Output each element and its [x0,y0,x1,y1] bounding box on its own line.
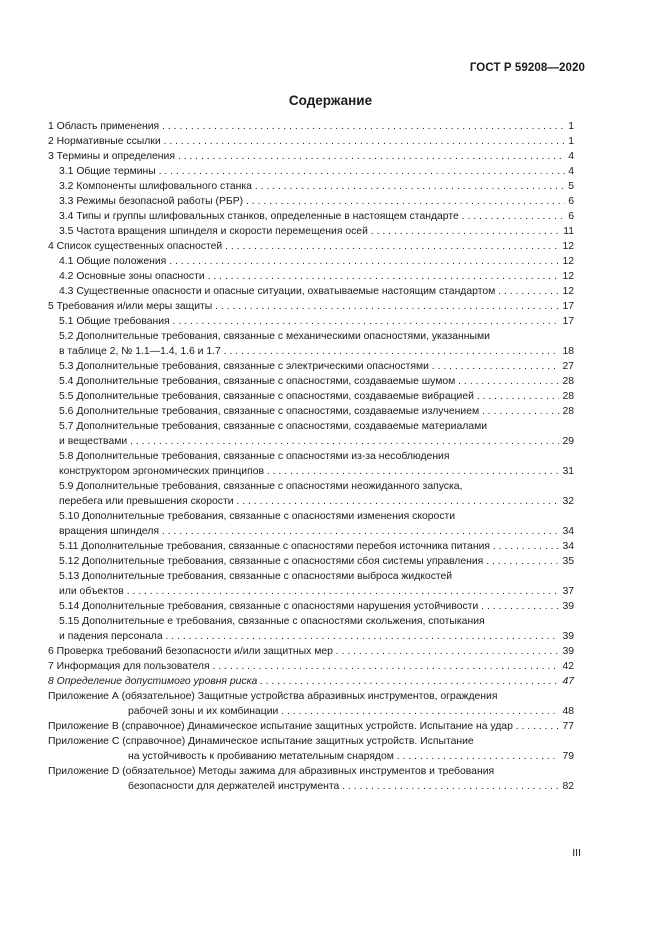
toc-entry[interactable] [48,554,574,569]
toc-entry[interactable] [48,389,574,404]
toc-entry[interactable] [48,299,574,314]
toc-entry-title: 2 Нормативные ссылки . . . [48,134,565,149]
toc-entry-title: 3.5 Частота вращения шпинделя и скорости перемещения осей . . . [59,224,560,239]
toc-page-ref: 82 [562,781,574,792]
toc-entry[interactable] [48,269,574,284]
toc-page-ref: 42 [562,661,574,672]
toc-entry-title: 1 Область применения . . . [48,119,565,134]
toc-page-ref: 31 [562,466,574,477]
toc-page-ref: 18 [562,346,574,357]
toc-entry-title: вращения шпинделя . . . [59,524,559,539]
toc-entry[interactable] [48,734,574,764]
toc-entry[interactable] [48,209,574,224]
toc-entry[interactable] [48,479,574,509]
toc-page-ref: 27 [562,361,574,372]
toc-entry-line: 5.10 Дополнительные требования, связанные с опасностями изменения скорости [59,511,456,522]
toc-page-ref: 37 [562,586,574,597]
toc-entry-title: 4.2 Основные зоны опасности . . . [59,269,559,284]
toc-entry-title: 5.4 Дополнительные требования, связанные с опасностями, создаваемые шумом . . . [59,374,559,389]
toc-page-ref: 1 [568,121,574,132]
toc-entry-line: 5.15 Дополнительные е требования, связанные с опасностями скольжения, спотыкания [59,616,485,627]
toc-entry[interactable] [48,164,574,179]
toc-entry[interactable] [48,539,574,554]
toc-entry[interactable] [48,119,574,134]
toc-entry[interactable] [48,224,574,239]
table-of-contents [48,119,574,794]
toc-page-ref: 6 [568,211,574,222]
toc-entry-title: 5.14 Дополнительные требования, связанные с опасностями нарушения устойчивости . . . [59,599,559,614]
toc-entry[interactable] [48,149,574,164]
toc-entry-title: 3 Термины и определения . . . [48,149,565,164]
toc-entry-title: перебега или превышения скорости . . . [59,494,559,509]
toc-entry[interactable] [48,764,574,794]
toc-entry-title: 3.1 Общие термины . . . [59,164,565,179]
toc-page-ref: 77 [562,721,574,732]
toc-entry[interactable] [48,509,574,539]
toc-page-ref: 17 [562,301,574,312]
toc-page-ref: 4 [568,166,574,177]
toc-entry[interactable] [48,359,574,374]
toc-page-ref: 39 [562,646,574,657]
toc-page-ref: 39 [562,631,574,642]
toc-entry-title: рабочей зоны и их комбинации . . . [128,704,559,719]
toc-entry-line: 5.9 Дополнительные требования, связанные с опасностями неожиданного запуска, [59,481,463,492]
toc-entry-line: Приложение D (обязательное) Методы зажима для абразивных инструментов и требования [48,766,495,777]
toc-entry-line: 5.2 Дополнительные требования, связанные с механическими опасностями, указанными [59,331,490,342]
toc-page-ref: 12 [562,271,574,282]
toc-entry[interactable] [48,674,574,689]
toc-page-ref: 29 [562,436,574,447]
toc-entry-title: 4 Список существенных опасностей . . . [48,239,559,254]
toc-entry[interactable] [48,194,574,209]
toc-page-ref: 12 [562,241,574,252]
toc-entry-title: на устойчивость к пробиванию метательным снарядом . . . [128,749,559,764]
toc-page-ref: 34 [562,541,574,552]
toc-page-ref: 28 [562,376,574,387]
toc-entry-line: 5.7 Дополнительные требования, связанные с опасностями, создаваемые материалами [59,421,488,432]
toc-page-ref: 79 [562,751,574,762]
toc-page-ref: 35 [562,556,574,567]
toc-page-ref: 39 [562,601,574,612]
toc-entry[interactable] [48,239,574,254]
toc-entry[interactable] [48,284,574,299]
toc-entry-title: конструктором эргономических принципов . . . [59,464,559,479]
toc-entry-title: 4.1 Общие положения . . . [59,254,559,269]
toc-entry[interactable] [48,374,574,389]
toc-entry[interactable] [48,404,574,419]
toc-entry[interactable] [48,314,574,329]
toc-entry[interactable] [48,599,574,614]
toc-entry-line: Приложение С (справочное) Динамическое испытание защитных устройств. Испытание [48,736,474,747]
toc-entry[interactable] [48,689,574,719]
toc-entry[interactable] [48,644,574,659]
toc-entry[interactable] [48,329,574,359]
toc-entry-title: 5.11 Дополнительные требования, связанные с опасностями перебоя источника питания . . . [59,539,559,554]
toc-entry[interactable] [48,179,574,194]
toc-entry[interactable] [48,449,574,479]
toc-entry-title: 5.3 Дополнительные требования, связанные с электрическими опасностями . . . [59,359,559,374]
page-number: III [572,847,581,859]
toc-page-ref: 4 [568,151,574,162]
toc-entry-title: или объектов . . . [59,584,559,599]
toc-entry-line: 5.8 Дополнительные требования, связанные с опасностями из-за несоблюдения [59,451,450,462]
toc-page-ref: 47 [562,676,574,687]
toc-page-ref: 48 [562,706,574,717]
toc-page-ref: 6 [568,196,574,207]
toc-entry-title: 3.4 Типы и группы шлифовальных станков, определенные в настоящем стандарте . . . [59,209,565,224]
toc-entry[interactable] [48,569,574,599]
toc-entry-title: 6 Проверка требований безопасности и/или защитных мер . . . [48,644,559,659]
toc-page-ref: 5 [568,181,574,192]
toc-entry-title: и веществами . . . [59,434,559,449]
toc-entry-title: 5 Требования и/или меры защиты . . . [48,299,559,314]
toc-page-ref: 17 [562,316,574,327]
toc-page-ref: 11 [563,226,574,237]
toc-page-ref: 32 [562,496,574,507]
toc-entry-title: безопасности для держателей инструмента . . . [128,779,559,794]
toc-page-ref: 12 [562,256,574,267]
toc-entry[interactable] [48,134,574,149]
toc-page-ref: 12 [562,286,574,297]
toc-entry-title: 4.3 Существенные опасности и опасные ситуации, охватываемые настоящим стандартом . . . [59,284,559,299]
toc-entry-title: 5.12 Дополнительные требования, связанные с опасностями сбоя системы управления . . . [59,554,559,569]
page-title: Содержание [288,93,373,108]
toc-entry[interactable] [48,614,574,644]
standard-number: ГОСТ Р 59208—2020 [469,62,585,74]
toc-entry[interactable] [48,419,574,449]
toc-entry-title: 3.3 Режимы безопасной работы (РБР) . . . [59,194,565,209]
toc-entry[interactable] [48,254,574,269]
toc-entry[interactable] [48,659,574,674]
toc-entry-title: 5.6 Дополнительные требования, связанные с опасностями, создаваемые излучением . . . [59,404,559,419]
toc-page-ref: 28 [562,391,574,402]
toc-entry-line: Приложение А (обязательное) Защитные устройства абразивных инструментов, ограждения [48,691,498,702]
toc-entry-title: 3.2 Компоненты шлифовального станка . . . [59,179,565,194]
toc-entry-title: 8 Определение допустимого уровня риска . . . [48,674,559,689]
toc-page-ref: 34 [562,526,574,537]
toc-page-ref: 28 [562,406,574,417]
toc-entry-title: 7 Информация для пользователя . . . [48,659,559,674]
toc-entry-line: 5.13 Дополнительные требования, связанные с опасностями выброса жидкостей [59,571,453,582]
toc-entry-title: Приложение В (справочное) Динамическое испытание защитных устройств. Испытание на удар . . . [48,719,559,734]
toc-entry-title: 5.1 Общие требования . . . [59,314,559,329]
toc-entry-title: 5.5 Дополнительные требования, связанные с опасностями, создаваемые вибрацией . . . [59,389,559,404]
toc-entry-title: и падения персонала . . . [59,629,559,644]
toc-page-ref: 1 [568,136,574,147]
toc-entry-title: в таблице 2, № 1.1—1.4, 1.6 и 1.7 . . . [59,344,559,359]
toc-entry[interactable] [48,719,574,734]
